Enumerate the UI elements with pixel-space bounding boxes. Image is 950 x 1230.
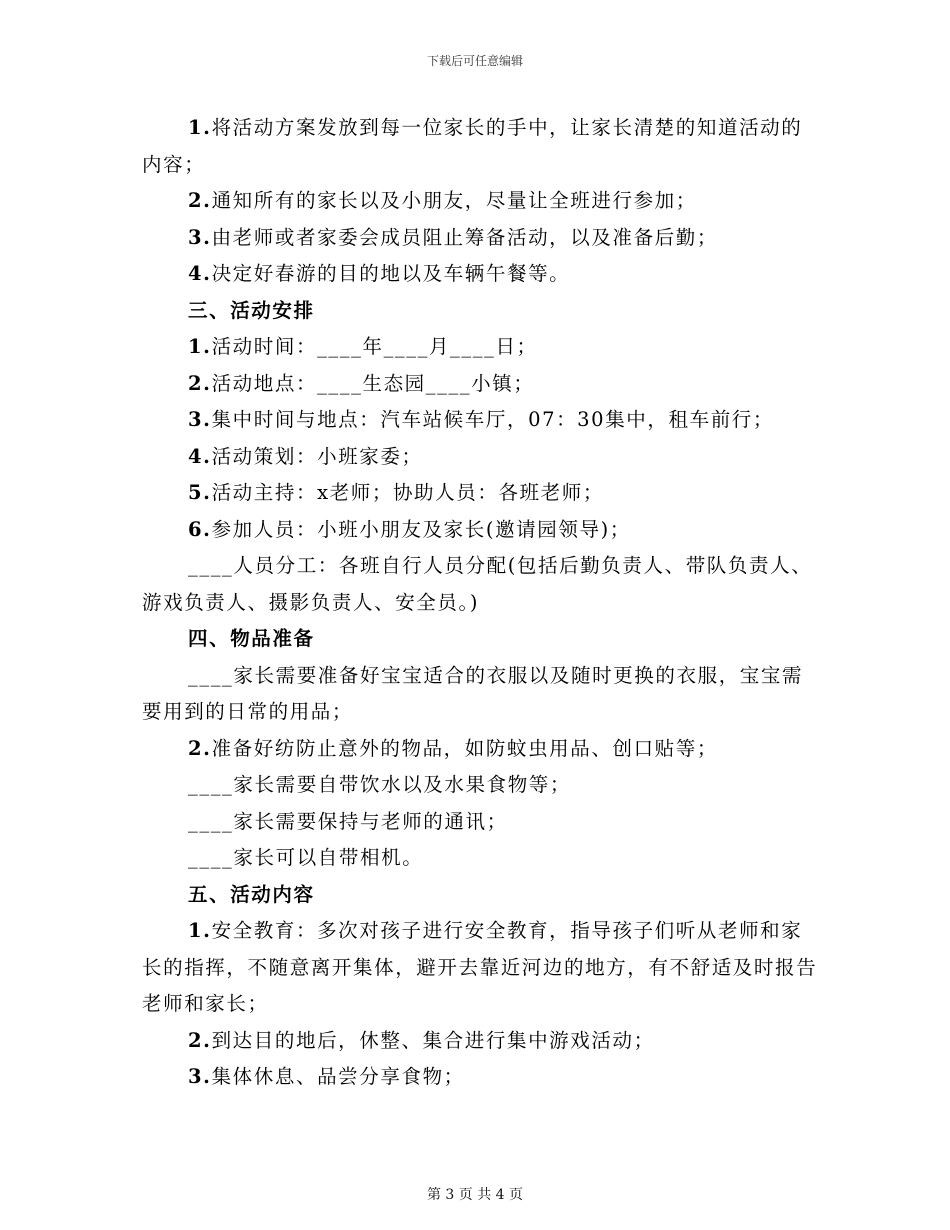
list-item <box>142 731 822 768</box>
list-item <box>142 512 822 549</box>
item-number: 3. <box>188 408 212 431</box>
list-item <box>142 913 822 1023</box>
item-number: 2. <box>188 371 212 395</box>
item-text: 集中时间与地点：汽车站候车厅，07：30集中，租车前行； <box>211 408 774 431</box>
list-item <box>142 439 822 476</box>
item-number: 4. <box>188 262 212 285</box>
list-item <box>142 1023 822 1060</box>
list-item <box>142 475 822 512</box>
item-text: 集体休息、品尝分享食物； <box>211 1065 465 1088</box>
paragraph: ____家长需要保持与老师的通讯； <box>188 809 508 833</box>
section-heading: 三、活动安排 <box>188 298 315 322</box>
item-text: 将活动方案发放到每一位家长的手中，让家长清楚的知道活动的内容； <box>142 116 803 176</box>
document-body <box>142 110 822 1096</box>
item-text: 决定好春游的目的地以及车辆午餐等。 <box>211 262 571 285</box>
list-item <box>142 1059 822 1096</box>
item-number: 1. <box>188 116 212 139</box>
list-item <box>142 256 822 293</box>
paragraph: ____家长可以自带相机。 <box>188 846 424 869</box>
section-heading: 四、物品准备 <box>188 627 315 650</box>
item-number: 4. <box>188 444 212 468</box>
list-item <box>142 366 822 403</box>
list-item <box>142 402 822 439</box>
item-text: 通知所有的家长以及小朋友，尽量让全班进行参加； <box>211 189 697 212</box>
section-heading: 五、活动内容 <box>188 882 315 906</box>
item-number: 3. <box>188 225 212 249</box>
item-text: 参加人员：小班小朋友及家长(邀请园领导)； <box>211 517 631 541</box>
item-text: 活动时间：____年____月____日； <box>211 335 538 358</box>
item-number: 5. <box>188 481 212 504</box>
paragraph: ____家长需要自带饮水以及水果食物等； <box>188 773 572 796</box>
paragraph: ____人员分工：各班自行人员分配(包括后勤负责人、带队负责人、游戏负责人、摄影负责人、安全员。) <box>142 554 813 614</box>
item-text: 活动地点：____生态园____小镇； <box>211 371 535 395</box>
paragraph: ____家长需要准备好宝宝适合的衣服以及随时更换的衣服，宝宝需要用到的日常的用品； <box>142 663 804 723</box>
item-number: 1. <box>188 919 212 942</box>
list-item <box>142 220 822 257</box>
item-number: 2. <box>188 1028 212 1052</box>
item-text: 活动主持：x老师；协助人员：各班老师； <box>211 481 604 504</box>
page-footer: 第 3 页 共 4 页 <box>426 1187 524 1203</box>
list-item <box>142 183 822 220</box>
item-number: 1. <box>188 335 212 358</box>
item-number: 3. <box>188 1065 212 1088</box>
page-header: 下载后可任意编辑 <box>426 54 523 68</box>
item-number: 2. <box>188 189 212 212</box>
item-number: 6. <box>188 517 212 541</box>
item-text: 准备好纺防止意外的物品，如防蚊虫用品、创口贴等； <box>211 736 718 760</box>
item-text: 由老师或者家委会成员阻止筹备活动，以及准备后勤； <box>211 225 718 249</box>
item-number: 2. <box>188 736 212 760</box>
list-item <box>142 329 822 366</box>
item-text: 到达目的地后，休整、集合进行集中游戏活动； <box>211 1028 655 1052</box>
item-text: 安全教育：多次对孩子进行安全教育，指导孩子们听从老师和家长的指挥，不随意离开集体，避开去靠近河边的地方，有不舒适及时报告老师和家长； <box>142 919 818 1015</box>
item-text: 活动策划：小班家委； <box>211 444 423 468</box>
list-item <box>142 110 822 183</box>
